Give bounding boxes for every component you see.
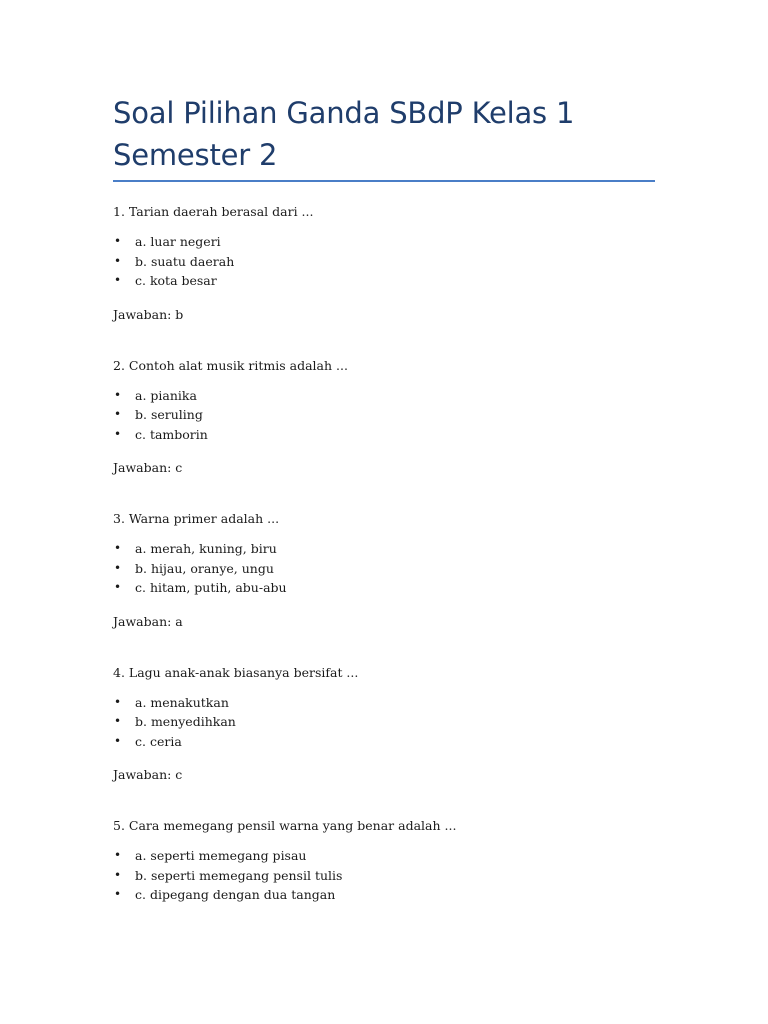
option-label: c. dipegang dengan dua tangan [135, 887, 336, 902]
bullet-icon: • [114, 541, 122, 555]
option-label: a. menakutkan [135, 694, 229, 710]
option-label: b. seruling [135, 407, 203, 422]
option-label: b. seperti memegang pensil tulis [135, 867, 343, 883]
question-1 [113, 202, 655, 324]
page-title [113, 92, 655, 176]
option-label: c. hitam, putih, abu-abu [135, 580, 287, 595]
bullet-icon: • [114, 253, 122, 268]
bullet-icon: • [114, 387, 122, 402]
option-item [113, 539, 655, 559]
question-list [113, 202, 655, 905]
option-list [113, 693, 655, 752]
bullet-icon: • [114, 867, 122, 882]
answer-text: Jawaban: b [113, 306, 184, 322]
bullet-icon: • [114, 407, 122, 421]
option-list [113, 232, 655, 291]
question-text: 2. Contoh alat musik ritmis adalah ... [113, 357, 348, 373]
option-list [113, 846, 655, 905]
option-label: a. pianika [135, 387, 197, 403]
bullet-icon: • [114, 694, 122, 709]
bullet-icon: • [114, 234, 122, 248]
option-label: a. seperti memegang pisau [135, 848, 307, 863]
question-2 [113, 356, 655, 478]
bullet-icon: • [114, 887, 122, 901]
option-item [113, 578, 655, 598]
option-list [113, 539, 655, 598]
option-item [113, 252, 655, 272]
option-item [113, 732, 655, 752]
question-5 [113, 816, 655, 905]
option-label: c. ceria [135, 733, 182, 749]
option-label: a. luar negeri [135, 234, 221, 249]
bullet-icon: • [114, 560, 122, 575]
option-label: b. hijau, oranye, ungu [135, 560, 274, 576]
option-label: c. tamborin [135, 426, 208, 442]
bullet-icon: • [114, 426, 122, 441]
bullet-icon: • [114, 848, 122, 862]
option-item [113, 425, 655, 445]
question-3 [113, 509, 655, 631]
option-label: b. suatu daerah [135, 253, 235, 269]
answer-text: Jawaban: a [113, 613, 183, 629]
option-item [113, 559, 655, 579]
question-text: 1. Tarian daerah berasal dari ... [113, 204, 314, 219]
bullet-icon: • [114, 580, 122, 594]
question-text: 4. Lagu anak-anak biasanya bersifat ... [113, 664, 359, 680]
bullet-icon: • [114, 714, 122, 728]
option-item [113, 693, 655, 713]
option-item [113, 885, 655, 905]
option-item [113, 405, 655, 425]
title-line-1: Soal Pilihan Ganda SBdP Kelas 1 [113, 96, 575, 130]
option-item [113, 386, 655, 406]
option-item [113, 271, 655, 291]
bullet-icon: • [114, 733, 122, 748]
option-item [113, 866, 655, 886]
document-page [113, 92, 655, 905]
title-line-2: Semester 2 [113, 138, 278, 172]
question-4 [113, 663, 655, 785]
option-item [113, 232, 655, 252]
option-item [113, 846, 655, 866]
option-list [113, 386, 655, 445]
option-label: c. kota besar [135, 273, 217, 288]
option-label: b. menyedihkan [135, 714, 236, 729]
answer-text: Jawaban: c [113, 460, 183, 475]
answer-text: Jawaban: c [113, 767, 183, 782]
question-text: 5. Cara memegang pensil warna yang benar adalah ... [113, 818, 457, 833]
option-item [113, 712, 655, 732]
option-label: a. merah, kuning, biru [135, 541, 277, 556]
bullet-icon: • [114, 273, 122, 287]
question-text: 3. Warna primer adalah ... [113, 511, 280, 526]
title-underline-rule [113, 180, 655, 182]
